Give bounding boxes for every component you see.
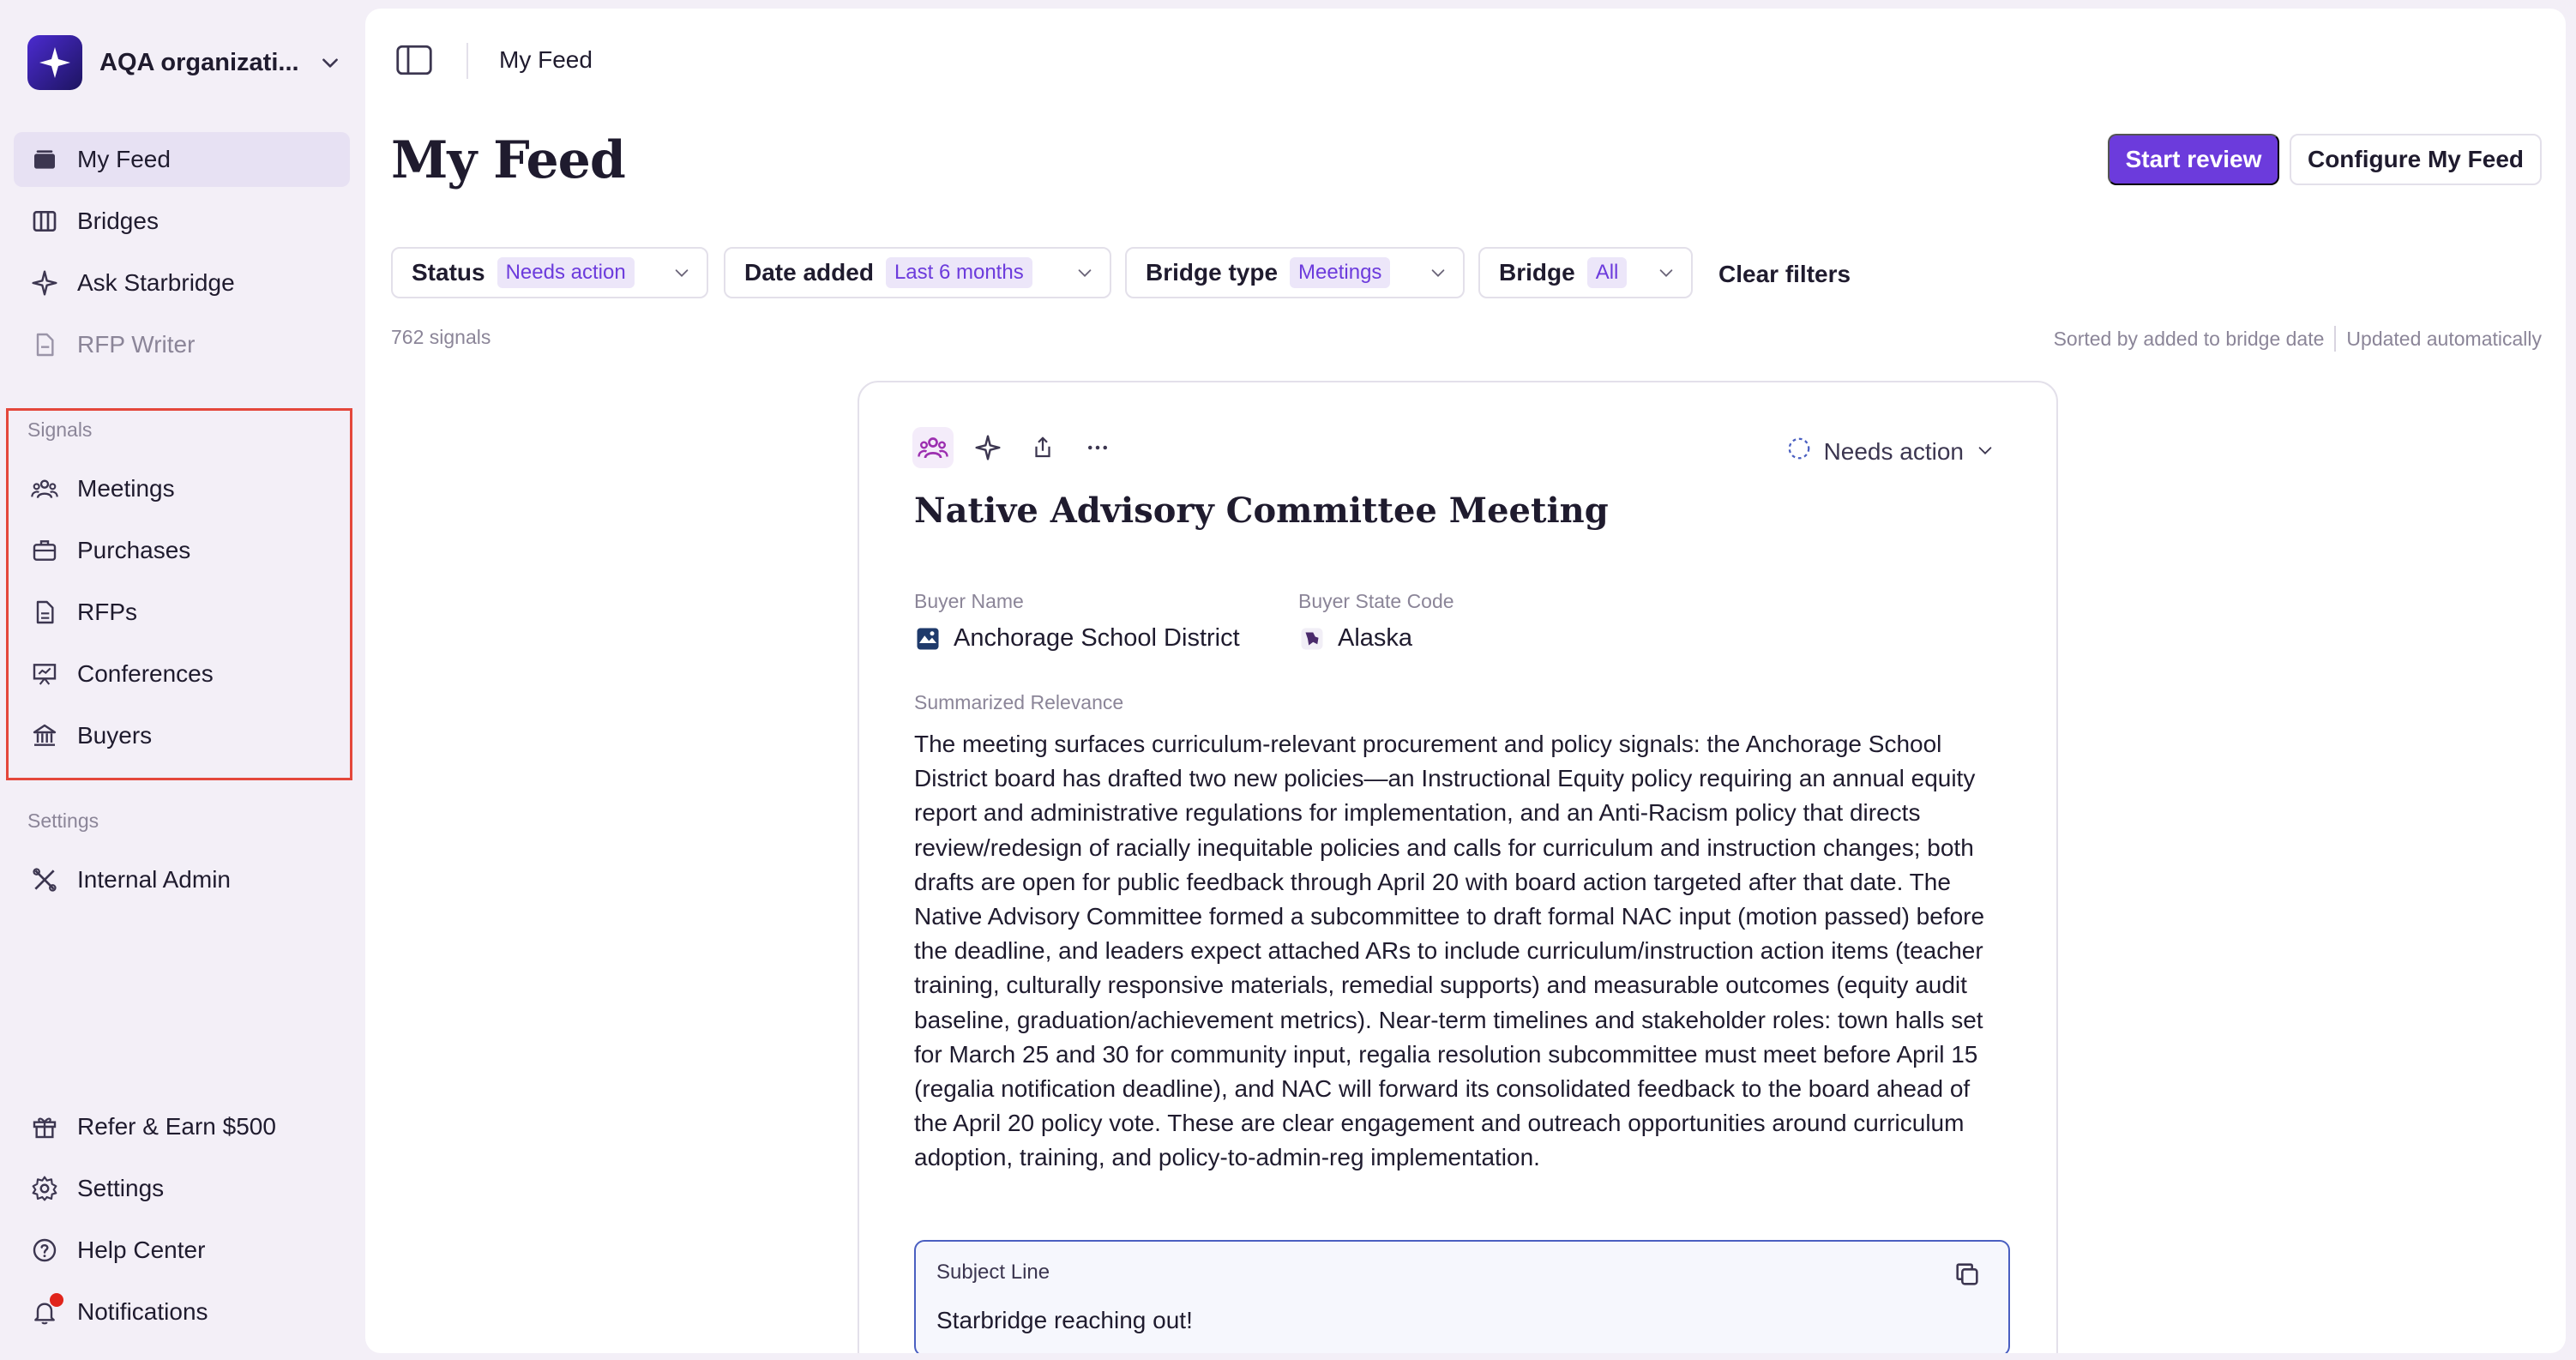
- nav-rfp-writer[interactable]: [14, 317, 350, 372]
- start-review-button[interactable]: Start review: [2108, 134, 2279, 185]
- briefcase-icon: [29, 535, 60, 566]
- breadcrumb: My Feed: [499, 46, 593, 73]
- nav-meetings-label: Meetings: [77, 475, 175, 502]
- card-toolbar: [912, 427, 1132, 468]
- filter-bridge-type[interactable]: [1125, 247, 1465, 298]
- nav-rfps[interactable]: [14, 585, 350, 640]
- buyer-state-value: Alaska: [1338, 624, 1413, 652]
- help-circle-icon: [29, 1235, 60, 1266]
- nav-conferences[interactable]: [14, 647, 350, 701]
- buyer-name-value: Anchorage School District: [954, 624, 1240, 652]
- filter-bridge-value: All: [1587, 257, 1628, 288]
- filter-status-name: Status: [412, 259, 485, 286]
- nav-ask-starbridge-label: Ask Starbridge: [77, 269, 235, 296]
- filter-date-added-value: Last 6 months: [886, 257, 1032, 288]
- nav-help-center-label: Help Center: [77, 1237, 206, 1263]
- state-flag-icon: [1298, 625, 1326, 653]
- chevron-down-icon: [319, 51, 341, 74]
- buyer-name-label: Buyer Name: [914, 590, 1024, 612]
- buyer-state: [1298, 624, 1412, 653]
- buyer-state-label: Buyer State Code: [1298, 590, 1454, 612]
- clear-filters-button[interactable]: Clear filters: [1718, 261, 1851, 287]
- org-name: AQA organizati...: [99, 48, 299, 76]
- more-icon[interactable]: [1077, 427, 1118, 468]
- page-title: My Feed: [391, 130, 625, 190]
- subject-line-label: Subject Line: [936, 1261, 1050, 1284]
- filter-status[interactable]: [391, 247, 708, 298]
- sidebar: [0, 0, 364, 1360]
- sort-info: [2054, 326, 2542, 352]
- nav-buyers[interactable]: [14, 708, 350, 763]
- filter-bridge-name: Bridge: [1499, 259, 1575, 286]
- feed-icon: [29, 144, 60, 175]
- nav-settings-label: Settings: [77, 1175, 165, 1201]
- card-title: Native Advisory Committee Meeting: [914, 490, 1609, 531]
- chevron-down-icon: [1657, 263, 1676, 282]
- signals-section-label: Signals: [27, 418, 93, 441]
- nav-bridges-label: Bridges: [77, 208, 159, 234]
- topbar-divider: [466, 43, 468, 79]
- nav-help-center[interactable]: [14, 1223, 350, 1278]
- update-label: Updated automatically: [2346, 327, 2542, 350]
- people-icon: [29, 473, 60, 504]
- nav-settings[interactable]: [14, 1161, 350, 1216]
- sparkle-icon[interactable]: [967, 427, 1008, 468]
- settings-section-label: Settings: [27, 809, 99, 832]
- file-text-icon: [29, 597, 60, 628]
- bank-icon: [29, 720, 60, 751]
- chevron-down-icon: [1976, 438, 1995, 466]
- signal-card: [858, 381, 2058, 1353]
- summary-label: Summarized Relevance: [914, 691, 1124, 713]
- sort-label: Sorted by added to bridge date: [2053, 327, 2325, 350]
- copy-icon[interactable]: [1950, 1257, 1984, 1291]
- chevron-down-icon: [1429, 263, 1447, 282]
- buyer-name[interactable]: [914, 624, 1240, 653]
- document-icon: [29, 329, 60, 360]
- nav-rfps-label: RFPs: [77, 599, 137, 625]
- tools-icon: [29, 864, 60, 895]
- filter-bridge[interactable]: [1478, 247, 1693, 298]
- chevron-down-icon: [672, 263, 691, 282]
- district-seal-icon: [914, 625, 942, 653]
- presentation-icon: [29, 659, 60, 689]
- nav-purchases[interactable]: [14, 523, 350, 578]
- chevron-down-icon: [1075, 263, 1094, 282]
- filter-date-added[interactable]: [724, 247, 1111, 298]
- sort-divider: [2334, 326, 2336, 352]
- sidebar-toggle-icon[interactable]: [394, 43, 434, 77]
- share-icon[interactable]: [1022, 427, 1063, 468]
- configure-feed-button[interactable]: Configure My Feed: [2290, 134, 2542, 185]
- notification-badge: [50, 1293, 63, 1307]
- nav-refer-earn[interactable]: [14, 1099, 350, 1154]
- nav-notifications-label: Notifications: [77, 1298, 208, 1325]
- nav-purchases-label: Purchases: [77, 537, 191, 563]
- nav-notifications[interactable]: [14, 1285, 350, 1339]
- nav-meetings[interactable]: [14, 461, 350, 516]
- meeting-people-icon[interactable]: [912, 427, 954, 468]
- status-dashed-circle-icon: [1786, 436, 1812, 467]
- nav-rfp-writer-label: RFP Writer: [77, 331, 196, 358]
- filter-bridge-type-value: Meetings: [1290, 257, 1390, 288]
- nav-refer-earn-label: Refer & Earn $500: [77, 1113, 276, 1140]
- nav-conferences-label: Conferences: [77, 660, 214, 687]
- nav-bridges[interactable]: [14, 194, 350, 249]
- filter-bridge-type-name: Bridge type: [1146, 259, 1279, 286]
- gear-icon: [29, 1173, 60, 1204]
- filter-date-added-name: Date added: [744, 259, 874, 286]
- status-dropdown[interactable]: [1786, 436, 1995, 467]
- gift-icon: [29, 1111, 60, 1142]
- nav-my-feed[interactable]: [14, 132, 350, 187]
- main-panel: [365, 9, 2566, 1353]
- nav-ask-starbridge[interactable]: [14, 256, 350, 310]
- org-switcher[interactable]: [27, 34, 353, 91]
- sparkle-logo-icon: [27, 35, 82, 90]
- bell-icon: [29, 1297, 60, 1327]
- status-label: Needs action: [1823, 437, 1964, 465]
- signal-count: 762 signals: [391, 326, 491, 348]
- nav-internal-admin-label: Internal Admin: [77, 866, 231, 893]
- nav-my-feed-label: My Feed: [77, 146, 171, 172]
- nav-internal-admin[interactable]: [14, 852, 350, 907]
- subject-line-value: Starbridge reaching out!: [936, 1307, 1193, 1333]
- columns-icon: [29, 206, 60, 237]
- filter-status-value: Needs action: [497, 257, 635, 288]
- topbar: [365, 9, 2566, 111]
- subject-line-field[interactable]: [914, 1240, 2010, 1353]
- nav-buyers-label: Buyers: [77, 722, 153, 749]
- summary-text: The meeting surfaces curriculum-relevant procurement and policy signals: the Anchorage School District board has drafted two new policies—an Instructional Equity policy requiring an annual equity report and administrative regulations for implementation, and an Anti-Racism policy that directs review/redesign of racially inequitable policies and calls for curriculum and instruction changes; both drafts are open for public feedback through April 20 with board action targeted after that date. The Native Advisory Committee formed a subcommittee to draft formal NAC input (motion passed) before the deadline, and leaders expect attached ARs to include curriculum/instruction action items (teacher training, culturally responsive materials, remedial supports) and measurable outcomes (equity audit baseline, graduation/achievement metrics). Near-term timelines and stakeholder roles: town halls set for March 25 and 30 for community input, regalia resolution subcommittee must meet before April 15 (regalia notification deadline), and NAC will forward its consolidated feedback to the board ahead of the April 20 policy vote. These are clear engagement and outreach opportunities around curriculum adoption, training, and policy-to-admin-reg implementation.: [914, 731, 1985, 1171]
- sparkle-icon: [29, 268, 60, 298]
